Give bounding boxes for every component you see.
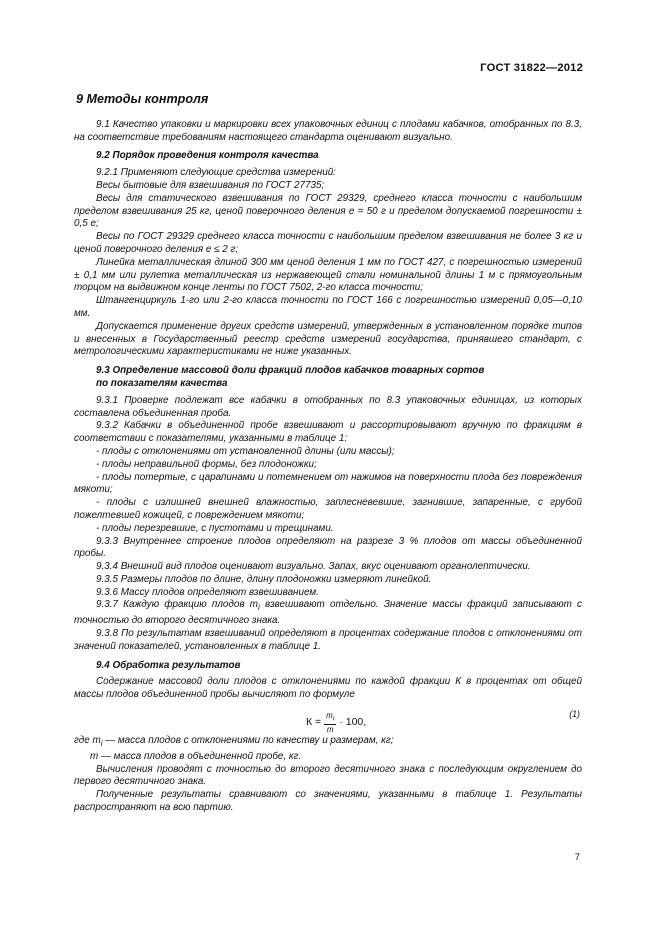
paragraph-9-3-7 bbox=[74, 599, 582, 628]
where-line-2: m — масса плодов в объединенной пробе, кг. bbox=[90, 750, 302, 762]
paragraph-9-4-results: Полученные результаты сравнивают со значениями, указанными в таблице 1. Результаты распространяют на всю партию. bbox=[74, 789, 582, 813]
where-definition-mi: — масса плодов с отклонениями по качеству и размерам, кг; bbox=[102, 735, 394, 747]
paragraph-9-3-4: 9.3.4 Внешний вид плодов оценивают визуально. Запах, вкус оценивают органолептически. bbox=[96, 561, 531, 573]
section-9-4-title: 9.4 Обработка результатов bbox=[96, 659, 241, 671]
paragraph-9-3-2: 9.3.2 Кабачки в объединенной пробе взвешивают и рассортировывают вручную по фракциям в соответствии с показателями, указанными в таблице 1: bbox=[74, 420, 582, 445]
formula-lhs: К = bbox=[306, 715, 322, 728]
formula-fraction bbox=[324, 711, 336, 734]
paragraph-9-3-3: 9.3.3 Внутреннее строение плодов определяют на разрезе 3 % плодов от массы объединенной пробы. bbox=[74, 535, 582, 560]
where-subscript: i bbox=[100, 739, 103, 748]
formula-num-sub: i bbox=[332, 715, 335, 723]
list-item: - плоды перезревшие, с пустотами и трещинами. bbox=[96, 522, 334, 534]
formula-denominator: m bbox=[326, 724, 334, 734]
formula-expression bbox=[306, 711, 366, 734]
paragraph-9-3-5: 9.3.5 Размеры плодов по длине, длину плодоножки измеряют линейкой. bbox=[96, 573, 432, 585]
section-9-3-title-line2: по показателям качества bbox=[96, 377, 228, 389]
page-number: 7 bbox=[574, 852, 580, 863]
paragraph-9-1: 9.1 Качество упаковки и маркировки всех упаковочных единиц с плодами кабачков, отобранных по 8.3, на соответствие требованиям настоящего стандарта оценивают визуально. bbox=[74, 118, 582, 143]
paragraph-9-4-intro: Содержание массовой доли плодов с отклонениями по каждой фракции К в процентах от общей массы плодов объединенной пробы вычисляют по формуле bbox=[74, 676, 582, 701]
paragraph-9-3-1: 9.3.1 Проверке подлежат все кабачки в отобранных по 8.3 упаковочных единицах, из которых составлена объединенная проба. bbox=[74, 394, 582, 419]
formula-1 bbox=[74, 708, 582, 732]
p937-after: взвешивают отдельно. Значение массы фракций записывают с точностью до второго десятичного знака. bbox=[74, 599, 582, 627]
list-item: - плоды с излишней внешней влажностью, заплесневевшие, загнившие, запаренные, с грубой пожелтевшей кожицей, с повреждением мякоти; bbox=[74, 497, 582, 521]
where-line-1 bbox=[74, 735, 582, 751]
paragraph-9-2-1-d: Линейка металлическая длиной 300 мм ценой деления 1 мм по ГОСТ 427, с погрешностью измерений ± 0,1 мм или рулетка металлическая из нержавеющей стали номинальной длины 1 м с прямоугольным торцом на выдвижном конце ленты по ГОСТ 7502, 2-го класса точности; bbox=[74, 256, 582, 294]
section-9-2-title: 9.2 Порядок проведения контроля качества bbox=[96, 150, 319, 162]
document-code: ГОСТ 31822—2012 bbox=[480, 62, 583, 74]
formula-rhs: · 100, bbox=[339, 715, 367, 728]
paragraph-9-2-1-f: Допускается применение других средств измерений, утвержденных в установленном порядке типов и внесенных в Государственный реестр средств измерений государства, принявшего стандарт, с метрологическими характеристиками не ниже указанных. bbox=[74, 320, 582, 358]
formula-number: (1) bbox=[569, 709, 580, 720]
where-prefix: где m bbox=[74, 735, 101, 747]
section-9-3-title-line1: 9.3 Определение массовой доли фракций плодов кабачков товарных сортов bbox=[96, 365, 485, 377]
p937-before: 9.3.7 Каждую фракцию плодов m bbox=[96, 599, 258, 611]
section-9-title: 9 Методы контроля bbox=[76, 92, 209, 106]
formula-numerator bbox=[324, 711, 336, 725]
p937-subscript: i bbox=[257, 603, 260, 613]
formula-num-var: m bbox=[326, 711, 333, 721]
list-item: - плоды с отклонениями от установленной длины (или массы); bbox=[96, 445, 395, 457]
paragraph-9-3-8: 9.3.8 По результатам взвешиваний определяют в процентах содержание плодов с отклонениями от значений показателей, установленных в таблице 1. bbox=[74, 628, 582, 652]
list-item: - плоды потертые, с царапинами и потемнением от нажимов на поверхности плода без повреждения мякоти; bbox=[74, 471, 582, 496]
section-9-3-title bbox=[74, 365, 582, 391]
paragraph-9-3-6: 9.3.6 Массу плодов определяют взвешиванием. bbox=[96, 586, 319, 598]
paragraph-9-2-1-b: Весы для статического взвешивания по ГОСТ 29329, среднего класса точности с наибольшим пределом взвешивания 25 кг, ценой поверочного деления е = 50 г и пределом допускаемой погрешности ± 0,5 е; bbox=[74, 192, 582, 230]
paragraph-9-2-1-a: Весы бытовые для взвешивания по ГОСТ 27735; bbox=[96, 179, 325, 191]
paragraph-9-2-1: 9.2.1 Применяют следующие средства измерений: bbox=[96, 167, 336, 179]
paragraph-9-2-1-e: Штангенциркуль 1-го или 2-го класса точности по ГОСТ 166 с погрешностью измерений 0,05—0,10 мм. bbox=[74, 295, 582, 319]
paragraph-9-2-1-c: Весы по ГОСТ 29329 среднего класса точности с наибольшим пределом взвешивания не более 3 кг и ценой поверочного деления е ≤ 2 г; bbox=[74, 231, 582, 255]
list-item: - плоды неправильной формы, без плодоножки; bbox=[96, 458, 317, 470]
paragraph-9-4-calc: Вычисления проводят с точностью до второго десятичного знака с последующим округлением до первого десятичного знака. bbox=[74, 763, 582, 788]
page-content bbox=[74, 93, 582, 815]
